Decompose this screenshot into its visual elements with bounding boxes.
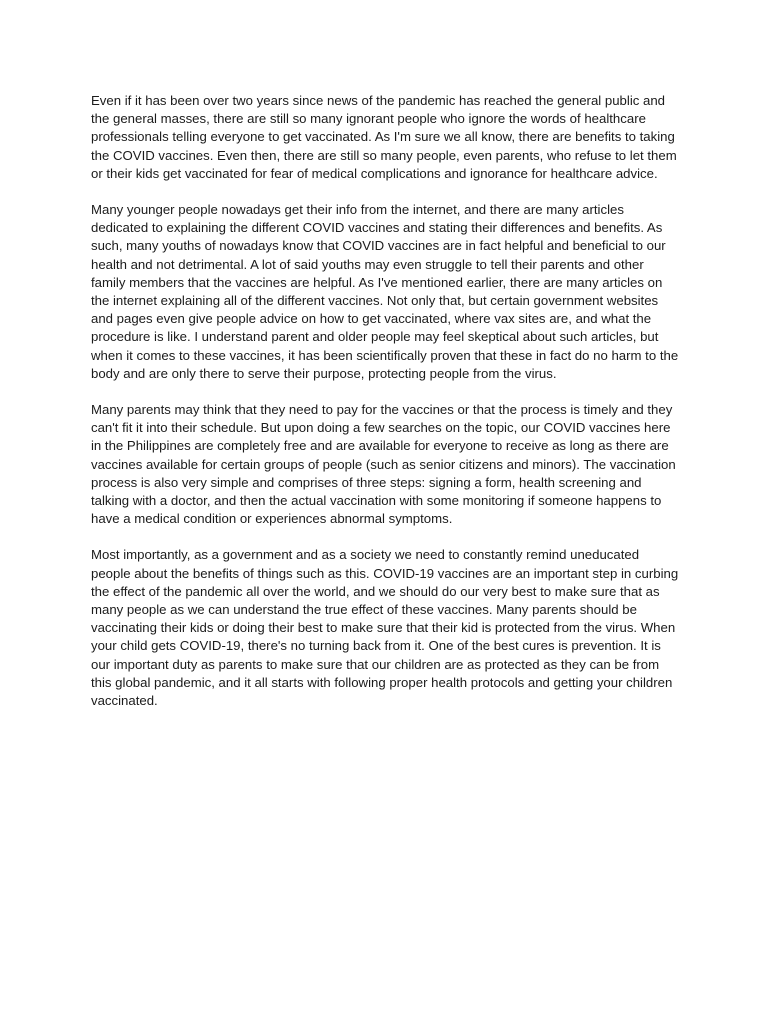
paragraph-1: Even if it has been over two years since news of the pandemic has reached the general public and the general masses, there are still so many ignorant people who ignore the words of healthcare professionals telling everyone to get vaccinated. As I'm sure we all know, there are benefits to taking the COVID vaccines. Even then, there are still so many people, even parents, who refuse to let them or their kids get vaccinated for fear of medical complications and ignorance for healthcare advice.: [91, 93, 677, 181]
paragraph-2: Many younger people nowadays get their info from the internet, and there are many articles dedicated to explaining the different COVID vaccines and stating their differences and benefits. As such, many youths of nowadays know that COVID vaccines are in fact helpful and beneficial to our health and not detrimental. A lot of said youths may even struggle to tell their parents and other family members that the vaccines are helpful. As I've mentioned earlier, there are many articles on the internet explaining all of the different vaccines. Not only that, but certain government websites and pages even give people advice on how to get vaccinated, where vax sites are, and what the procedure is like. I understand parent and older people may feel skeptical about such articles, but when it comes to these vaccines, it has been scientifically proven that these in fact do no harm to the body and are only there to serve their purpose, protecting people from the virus.: [91, 202, 679, 381]
paragraph-4: Most importantly, as a government and as a society we need to constantly remind uneducated people about the benefits of things such as this. COVID-19 vaccines are an important step in curbing the effect of the pandemic all over the world, and we should do our very best to make sure that as many people as we can understand the true effect of these vaccines. Many parents should be vaccinating their kids or doing their best to make sure that their kid is protected from the virus. When your child gets COVID-19, there's no turning back from it. One of the best cures is prevention. It is our important duty as parents to make sure that our children are as protected as they can be from this global pandemic, and it all starts with following proper health protocols and getting your children vaccinated.: [91, 547, 679, 709]
document-body: [91, 92, 681, 728]
paragraph-3: Many parents may think that they need to pay for the vaccines or that the process is timely and they can't fit it into their schedule. But upon doing a few searches on the topic, our COVID vaccines here in the Philippines are completely free and are available for everyone to receive as long as there are vaccines available for certain groups of people (such as senior citizens and minors). The vaccination process is also very simple and comprises of three steps: signing a form, health screening and talking with a doctor, and then the actual vaccination with some monitoring if someone happens to have a medical condition or experiences abnormal symptoms.: [91, 402, 676, 527]
